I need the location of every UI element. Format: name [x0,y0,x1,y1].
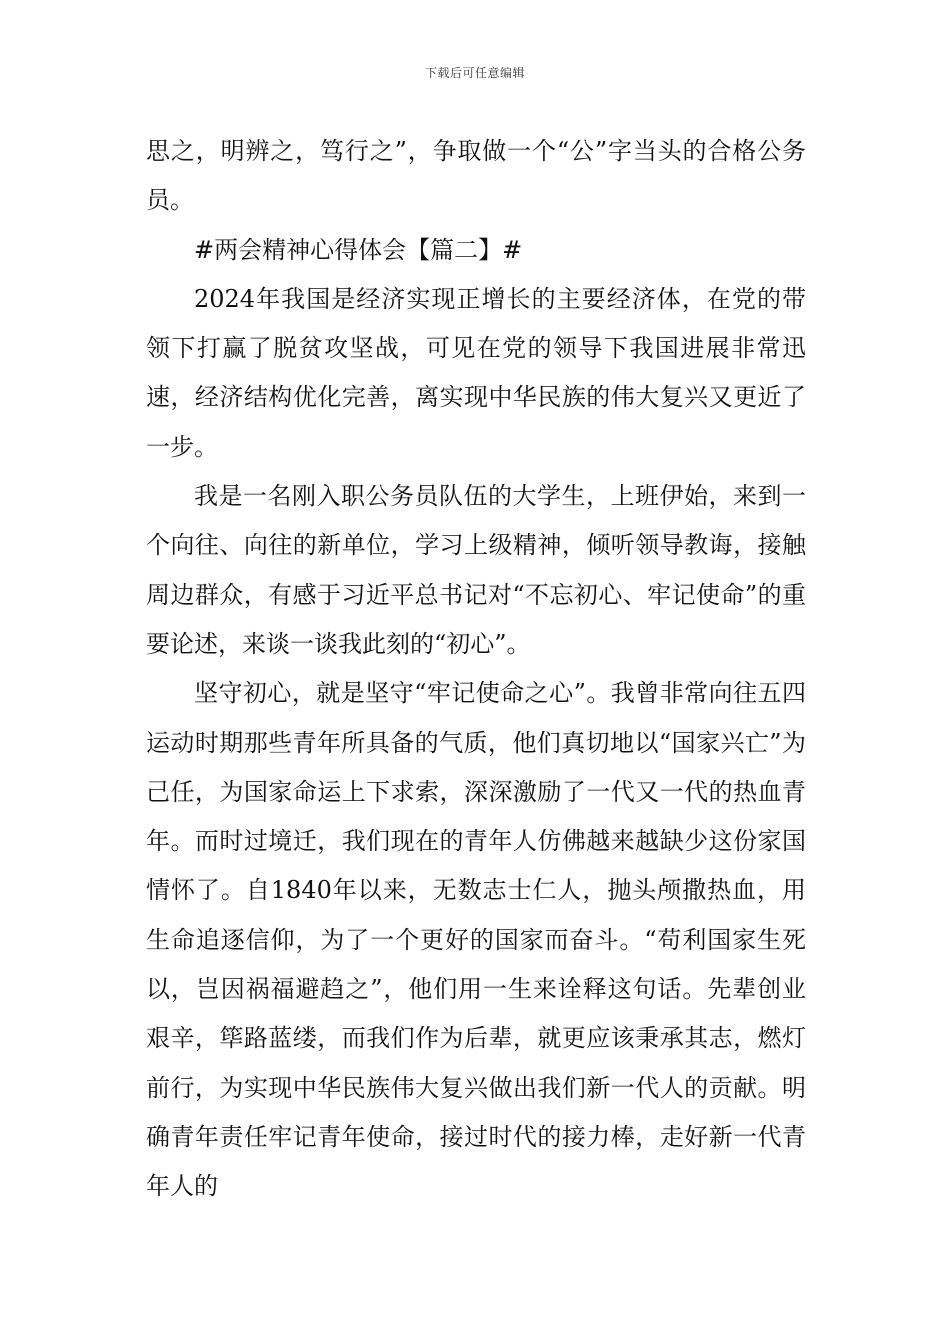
section-heading: #两会精神心得体会【篇二】# [194,235,523,264]
paragraph: 坚守初心，就是坚守“牢记使命之心”。我曾非常向往五四运动时期那些青年所具备的气质，他们真切地以“国家兴亡”为己任，为国家命运上下求索，深深激励了一代又一代的热血青年。而时过境迁，我们现在的青年人仿佛越来越缺少这份家国情怀了。自1840年以来，无数志士仁人，抛头颅撒热血，用生命追逐信仰，为了一个更好的国家而奋斗。“苟利国家生死以，岂因祸福避趋之”，他们用一生来诠释这句话。先辈创业艰辛，筚路蓝缕，而我们作为后辈，就更应该秉承其志，燃灯前行，为实现中华民族伟大复兴做出我们新一代人的贡献。明确青年责任牢记青年使命，接过时代的接力棒，走好新一代青年人的 [146,679,806,1201]
paragraph-continuation: 思之，明辨之，笃行之”，争取做一个“公”字当头的合格公务员。 [146,137,806,215]
document-body [146,127,806,1212]
paragraph: 2024年我国是经济实现正增长的主要经济体，在党的带领下打赢了脱贫攻坚战，可见在党的领导下我国进展非常迅速，经济结构优化完善，离实现中华民族的伟大复兴又更近了一步。 [146,284,806,461]
paragraph: 我是一名刚入职公务员队伍的大学生，上班伊始，来到一个向往、向往的新单位，学习上级精神，倾听领导教诲，接触周边群众，有感于习近平总书记对“不忘初心、牢记使命”的重要论述，来谈一谈我此刻的“初心”。 [146,482,806,658]
page-header: 下载后可任意编辑 [424,66,525,80]
